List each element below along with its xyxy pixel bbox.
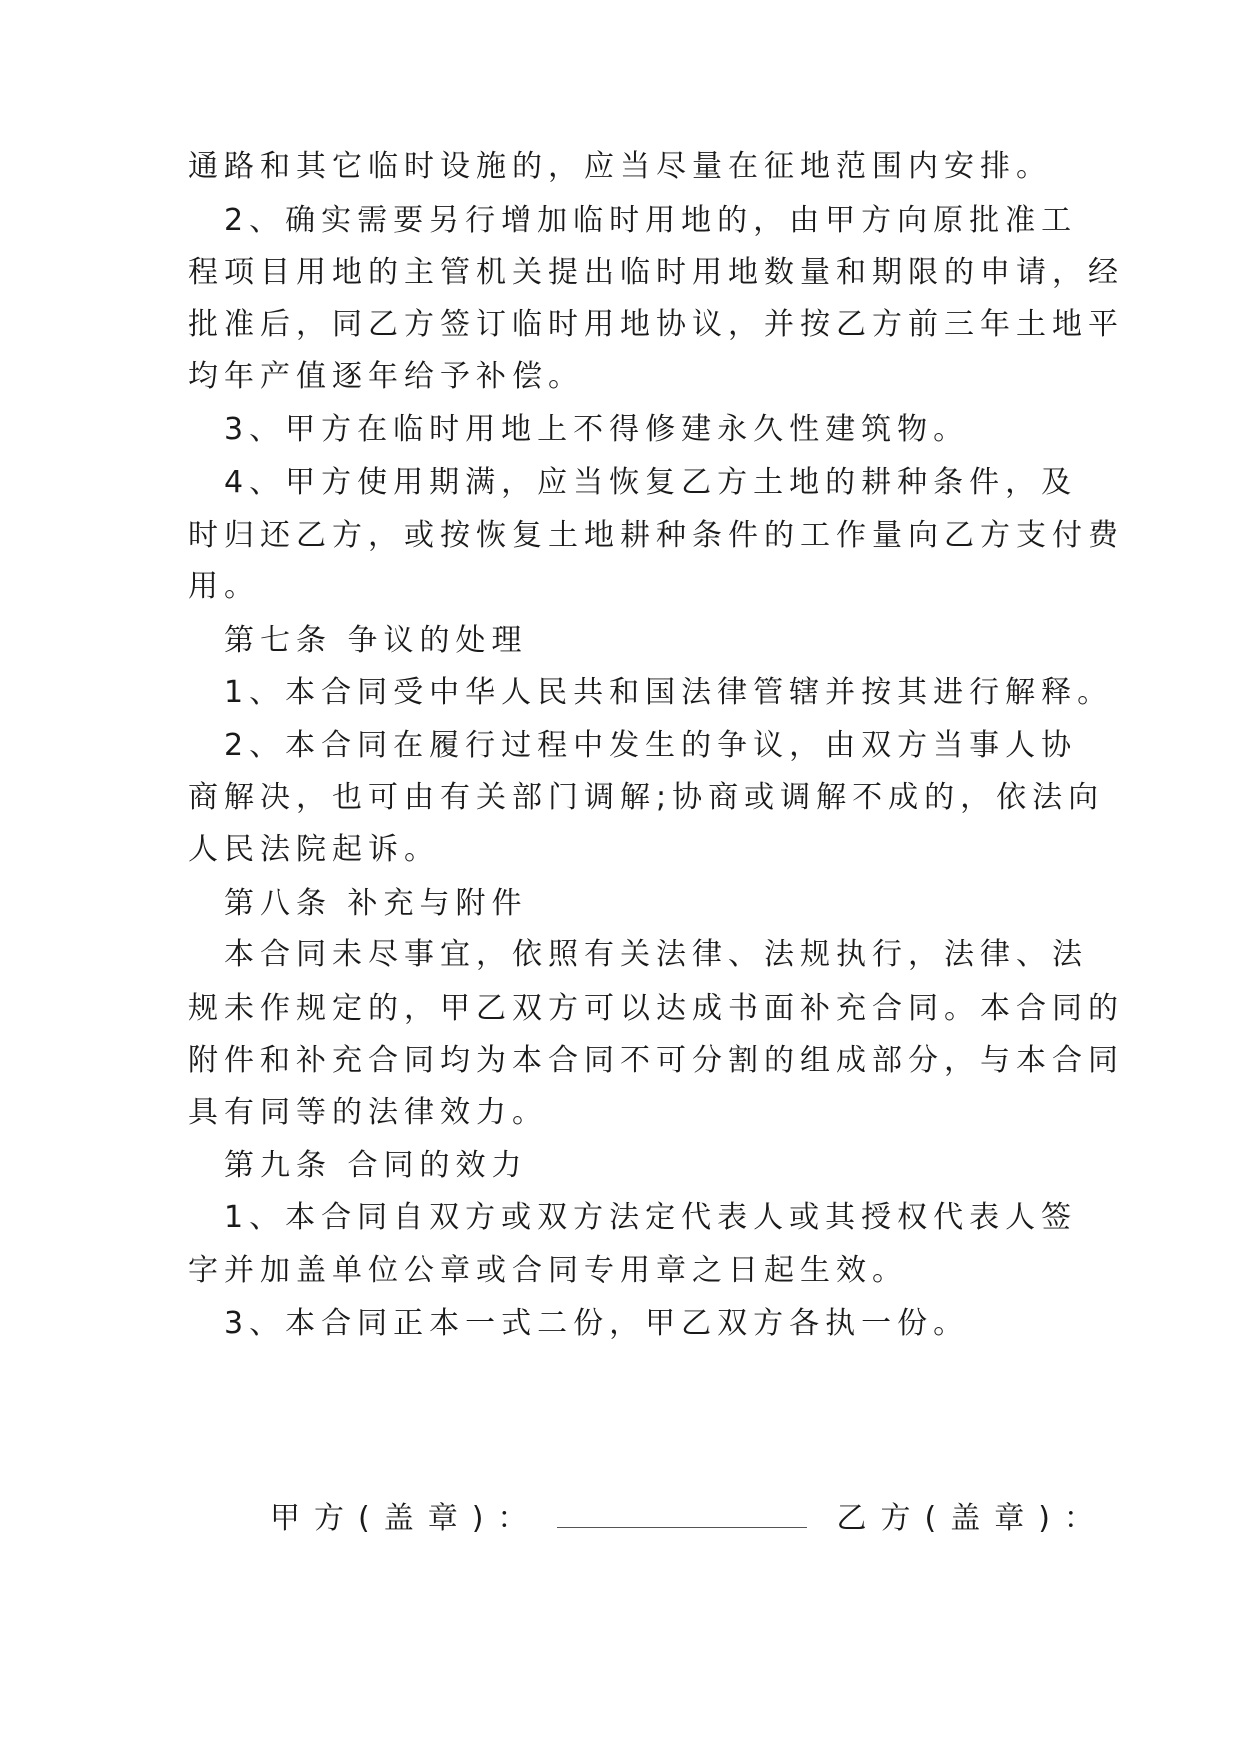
body-line: 2、本合同在履行过程中发生的争议，由双方当事人协 (188, 728, 1078, 763)
body-line: 人民法院起诉。 (188, 832, 440, 867)
body-line: 用。 (188, 569, 260, 604)
body-line: 附件和补充合同均为本合同不可分割的组成部分，与本合同 (188, 1043, 1124, 1078)
section-heading: 第七条 争议的处理 (188, 623, 528, 658)
body-line: 具有同等的法律效力。 (188, 1095, 548, 1130)
body-line: 1、本合同受中华人民共和国法律管辖并按其进行解释。 (188, 675, 1114, 710)
body-line: 3、本合同正本一式二份，甲乙双方各执一份。 (188, 1306, 970, 1341)
body-line: 通路和其它临时设施的，应当尽量在征地范围内安排。 (188, 149, 1052, 184)
party-b-seal-label: 乙方(盖章)： (836, 1501, 1108, 1536)
body-line: 时归还乙方，或按恢复土地耕种条件的工作量向乙方支付费 (188, 518, 1124, 553)
body-line: 字并加盖单位公章或合同专用章之日起生效。 (188, 1253, 908, 1288)
body-line: 2、确实需要另行增加临时用地的，由甲方向原批准工 (188, 203, 1078, 238)
body-line: 均年产值逐年给予补偿。 (188, 359, 584, 394)
body-line: 规未作规定的，甲乙双方可以达成书面补充合同。本合同的 (188, 991, 1124, 1026)
signature-line (270, 1497, 1108, 1539)
body-line: 本合同未尽事宜，依照有关法律、法规执行，法律、法 (188, 937, 1088, 972)
body-line: 商解决，也可由有关部门调解;协商或调解不成的，依法向 (188, 780, 1105, 815)
body-line: 批准后，同乙方签订临时用地协议，并按乙方前三年土地平 (188, 307, 1124, 342)
body-line: 1、本合同自双方或双方法定代表人或其授权代表人签 (188, 1200, 1078, 1235)
section-heading: 第九条 合同的效力 (188, 1148, 528, 1183)
party-a-signature-blank (557, 1497, 807, 1528)
body-line: 程项目用地的主管机关提出临时用地数量和期限的申请，经 (188, 255, 1124, 290)
party-a-seal-label: 甲方(盖章)： (270, 1501, 542, 1536)
body-line: 4、甲方使用期满，应当恢复乙方土地的耕种条件，及 (188, 465, 1078, 500)
body-line: 3、甲方在临时用地上不得修建永久性建筑物。 (188, 412, 970, 447)
section-heading: 第八条 补充与附件 (188, 886, 528, 921)
